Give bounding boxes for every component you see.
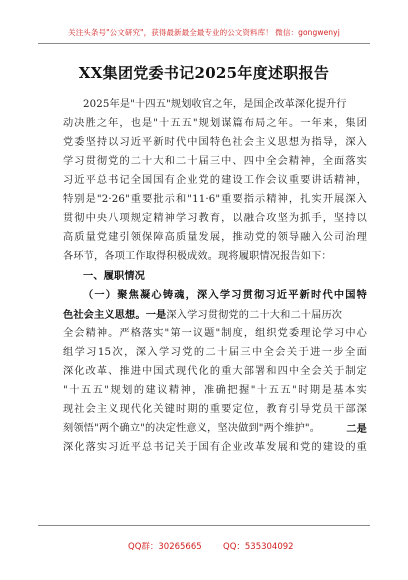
text-span: 深入学习贯彻党的二十大和二十届历次 bbox=[166, 310, 343, 321]
section-heading: 一、履职情况 bbox=[83, 270, 146, 282]
header-rule bbox=[38, 43, 370, 44]
text-line: 高质量党建引领保障高质量发展，推动党的领导融入公司治理 bbox=[63, 232, 367, 243]
text-line: 组学习15次，深入学习党的二十届三中全会关于进一步全面 bbox=[63, 347, 367, 358]
text-span: 刻领悟"两个确立"的决定性意义，坚决做到"两个维护"。 bbox=[63, 423, 321, 434]
promo-banner: 关注头条号"公文研究"，获得最新最全最专业的公文资料库！ 微信：gongwenyj bbox=[68, 28, 340, 37]
footer-qq: QQ：535304092 bbox=[223, 542, 294, 552]
document-title: XX集团党委书记2025年度述职报告 bbox=[78, 64, 330, 82]
text-line: 习近平总书记全国国有企业党的建设工作会议重要讲话精神， bbox=[63, 175, 367, 186]
text-line: 全会精神。严格落实"第一议题"制度，组织党委理论学习中心 bbox=[63, 328, 367, 339]
text-line: "十五五"规划的建议精神，准确把握"十五五"时期是基本实 bbox=[63, 385, 367, 396]
point-label: 二是 bbox=[346, 423, 367, 435]
text-line: 党委坚持以习近平新时代中国特色社会主义思想为指导，深入 bbox=[63, 137, 367, 148]
text-line: 深化改革、推进中国式现代化的重大部署和四中全会关于制定 bbox=[63, 366, 367, 377]
text-line: 各环节，各项工作取得积极成效。现将履职情况报告如下： bbox=[63, 251, 332, 262]
subsection-heading-end: 色社会主义思想。 bbox=[63, 310, 146, 321]
subsection-heading: （一）聚焦凝心铸魂，深入学习贯彻习近平新时代中国特 bbox=[83, 290, 367, 301]
text-line: 现社会主义现代化关键时期的重要定位，教育引导党员干部深 bbox=[63, 404, 367, 415]
text-line bbox=[63, 423, 367, 435]
text-line bbox=[63, 309, 367, 321]
footer-qq-group: QQ群：30265665 bbox=[128, 542, 202, 552]
text-line: 2025年是"十四五"规划收官之年，是国企改革深化提升行 bbox=[83, 99, 347, 110]
text-line: 贯彻中央八项规定精神学习教育，以融合攻坚为抓手，坚持以 bbox=[63, 213, 367, 224]
text-line: 深化落实习近平总书记关于国有企业改革发展和党的建设的重 bbox=[63, 442, 367, 453]
text-line: 特别是"2·26"重要批示和"11·6"重要指示精神，扎实开展深入 bbox=[63, 194, 367, 205]
text-line: 动决胜之年，也是"十五五"规划谋篇布局之年。一年来，集团 bbox=[63, 118, 367, 129]
text-line: 学习贯彻党的二十大和二十届三中、四中全会精神，全面落实 bbox=[63, 156, 367, 167]
point-label: 一是 bbox=[145, 309, 167, 321]
footer-rule bbox=[38, 525, 370, 526]
